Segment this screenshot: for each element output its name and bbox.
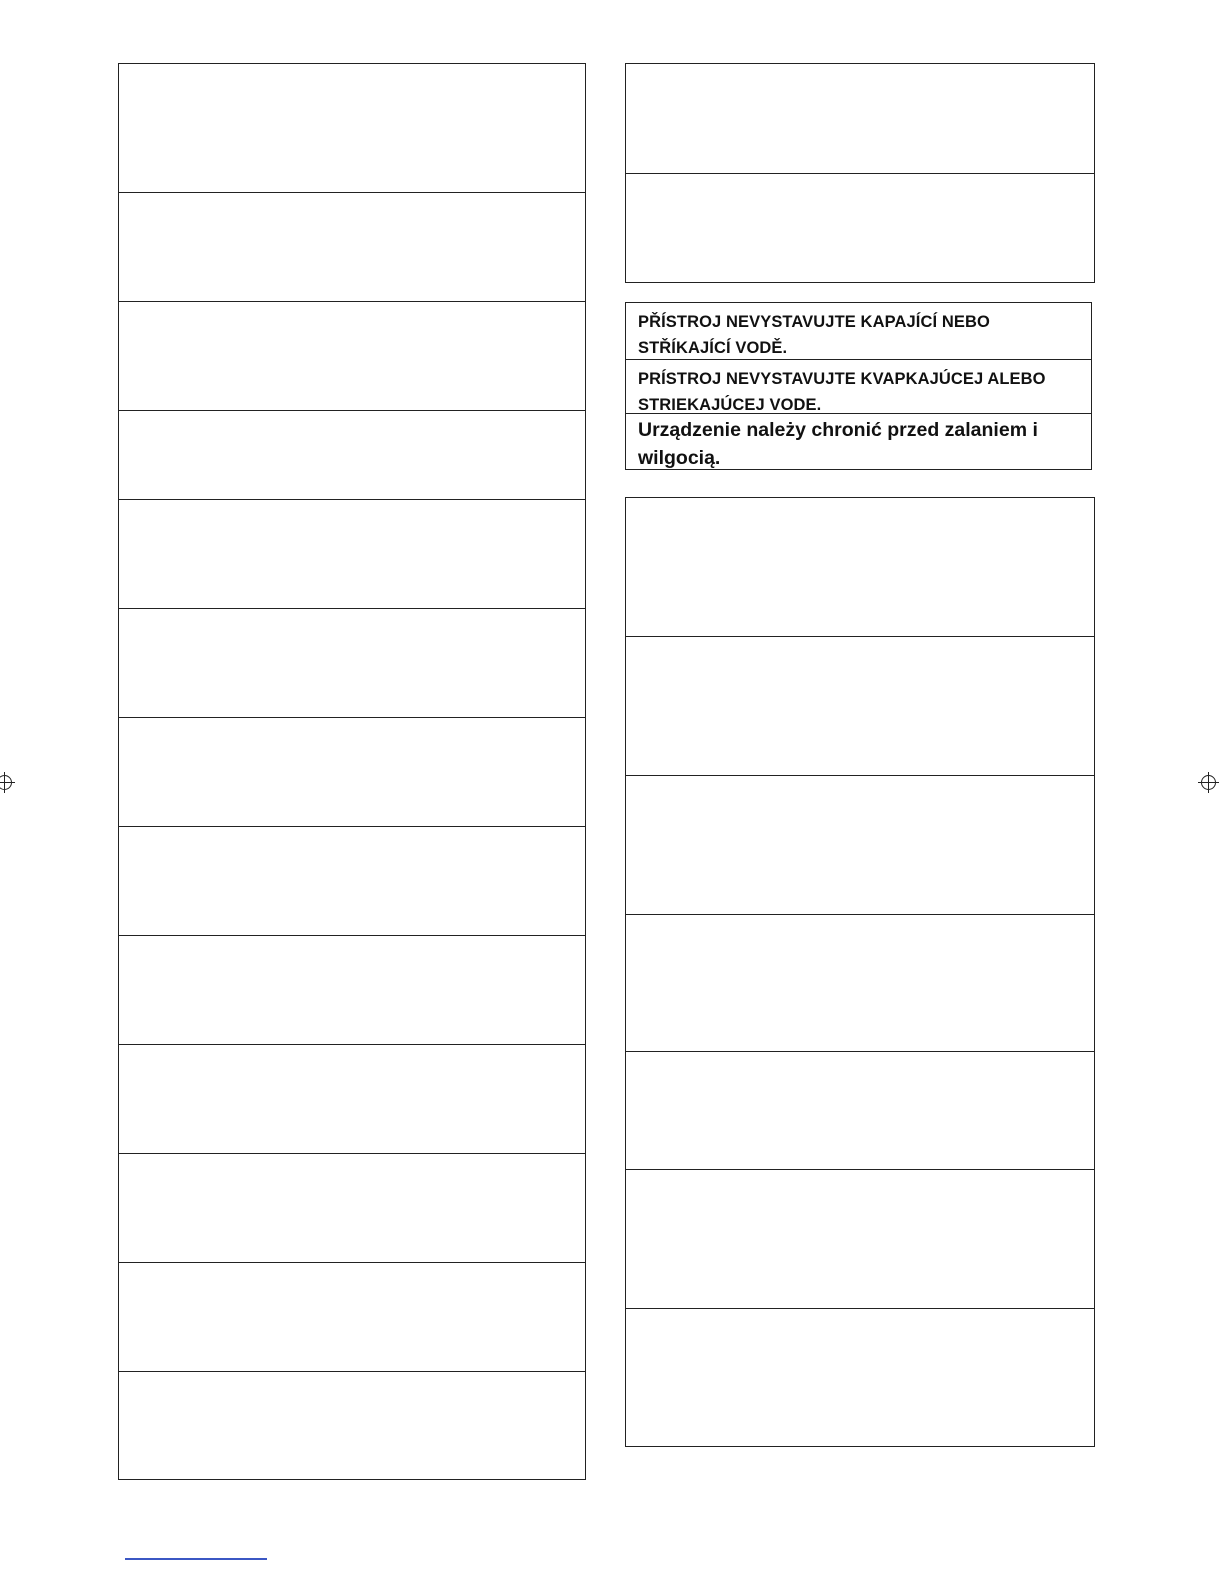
left-table-row [119,1044,585,1153]
right-bottom-table-row [626,914,1094,1052]
right-top-empty-table [625,63,1095,283]
right-top-table-row [626,64,1094,174]
left-table-row [119,1262,585,1371]
footer-rule [125,1558,267,1560]
right-bottom-table-row [626,636,1094,775]
right-bottom-table-row [626,498,1094,637]
right-bottom-table-row [626,1169,1094,1308]
water-warning-box [625,302,1092,470]
warning-slovak: PRÍSTROJ NEVYSTAVUJTE KVAPKAJÚCEJ ALEBO STRIEKAJÚCEJ VODE. [626,359,1091,414]
left-table-row [119,1371,585,1480]
warning-czech: PŘÍSTROJ NEVYSTAVUJTE KAPAJÍCÍ NEBO STŘÍKAJÍCÍ VODĚ. [638,313,990,357]
left-table-row [119,608,585,717]
left-table-row [119,301,585,410]
left-table-row [119,935,585,1044]
right-bottom-empty-table [625,497,1095,1447]
registration-mark-icon [1201,775,1216,790]
left-table-row [119,1153,585,1262]
left-table-row [119,192,585,301]
right-bottom-table-row [626,775,1094,914]
left-table-row [119,410,585,499]
right-bottom-table-row [626,1051,1094,1170]
left-table-row [119,64,585,193]
left-empty-table [118,63,586,1480]
left-table-row [119,826,585,935]
registration-mark-icon [0,775,12,790]
left-table-row [119,717,585,826]
right-bottom-table-row [626,1308,1094,1447]
right-top-table-row [626,173,1094,283]
left-table-row [119,499,585,608]
warning-polish: Urządzenie należy chronić przed zalaniem i wilgocią. [626,413,1091,469]
